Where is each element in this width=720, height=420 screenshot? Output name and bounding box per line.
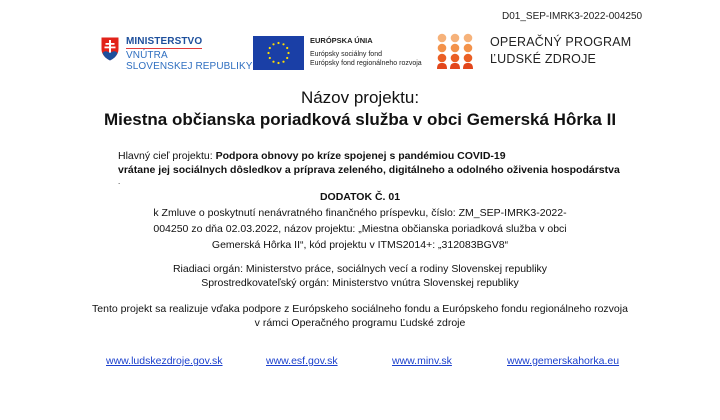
project-goal-line1: Podpora obnovy po kríze spojenej s pandémiou COVID-19: [215, 150, 506, 162]
document-reference: D01_SEP-IMRK3-2022-004250: [502, 11, 643, 22]
intermediate-body: Sprostredkovateľský orgán: Ministerstvo vnútra Slovenskej republiky: [201, 277, 519, 289]
amendment-title: DODATOK Č. 01: [319, 191, 401, 203]
eu-logo-title: EURÓPSKA ÚNIA: [310, 36, 373, 45]
link-ludskezdroje[interactable]: www.ludskezdroje.gov.sk: [106, 355, 223, 367]
project-name-label: Názov projektu:: [300, 88, 420, 107]
support-statement: [0, 302, 720, 330]
eu-flag-icon: [253, 36, 304, 70]
link-esf[interactable]: www.esf.gov.sk: [266, 355, 338, 367]
amendment-line2: 004250 zo dňa 02.03.2022, názov projektu: „Miestna občianska poriadková služba v obci: [153, 223, 567, 235]
project-goal-label: Hlavný cieľ projektu:: [118, 150, 216, 162]
ministry-logo-line3: SLOVENSKEJ REPUBLIKY: [126, 61, 253, 72]
op-logo-line1: OPERAČNÝ PROGRAM: [490, 35, 632, 49]
ministry-logo: [100, 36, 253, 72]
ministry-logo-line1: MINISTERSTVO: [126, 36, 203, 47]
eu-logo-fund-erdf: Európsky fond regionálneho rozvoja: [310, 60, 422, 67]
op-ludske-zdroje-logo: [436, 33, 631, 69]
project-goal-line2: vrátane jej sociálnych dôsledkov a príprava zeleného, digitálneho a odolného oživenia hospodárstva: [118, 164, 620, 176]
ministry-logo-line2: VNÚTRA: [126, 50, 168, 61]
amendment-line1: k Zmluve o poskytnutí nenávratného finančného príspevku, číslo: ZM_SEP-IMRK3-2022-: [153, 207, 567, 219]
op-logo-line2: ĽUDSKÉ ZDROJE: [490, 52, 597, 66]
managing-authority: Riadiaci orgán: Ministerstvo práce, sociálnych vecí a rodiny Slovenskej republiky: [172, 263, 548, 275]
people-dots-icon: [436, 33, 476, 69]
organs: [0, 262, 720, 290]
amendment-text: [0, 205, 720, 253]
project-goal: [118, 149, 620, 177]
amendment-line3: Gemerská Hôrka II“, kód projektu v ITMS2014+: „312083BGV8“: [211, 239, 509, 251]
support-line2: v rámci Operačného programu Ľudské zdroje: [254, 317, 466, 329]
project-name: Miestna občianska poriadková služba v obci Gemerská Hôrka II: [103, 110, 617, 129]
link-gemerskahorka[interactable]: www.gemerskahorka.eu: [507, 355, 620, 367]
eu-logo: [253, 36, 422, 70]
support-line1: Tento projekt sa realizuje vďaka podpore z Európskeho sociálneho fondu a Európskeho fondu regionálneho rozvoja: [92, 303, 628, 315]
eu-logo-fund-esf: Európsky sociálny fond: [310, 51, 382, 58]
link-minv[interactable]: www.minv.sk: [392, 355, 452, 367]
slovak-coat-of-arms-icon: [100, 36, 120, 62]
stray-dot: .: [118, 177, 121, 186]
